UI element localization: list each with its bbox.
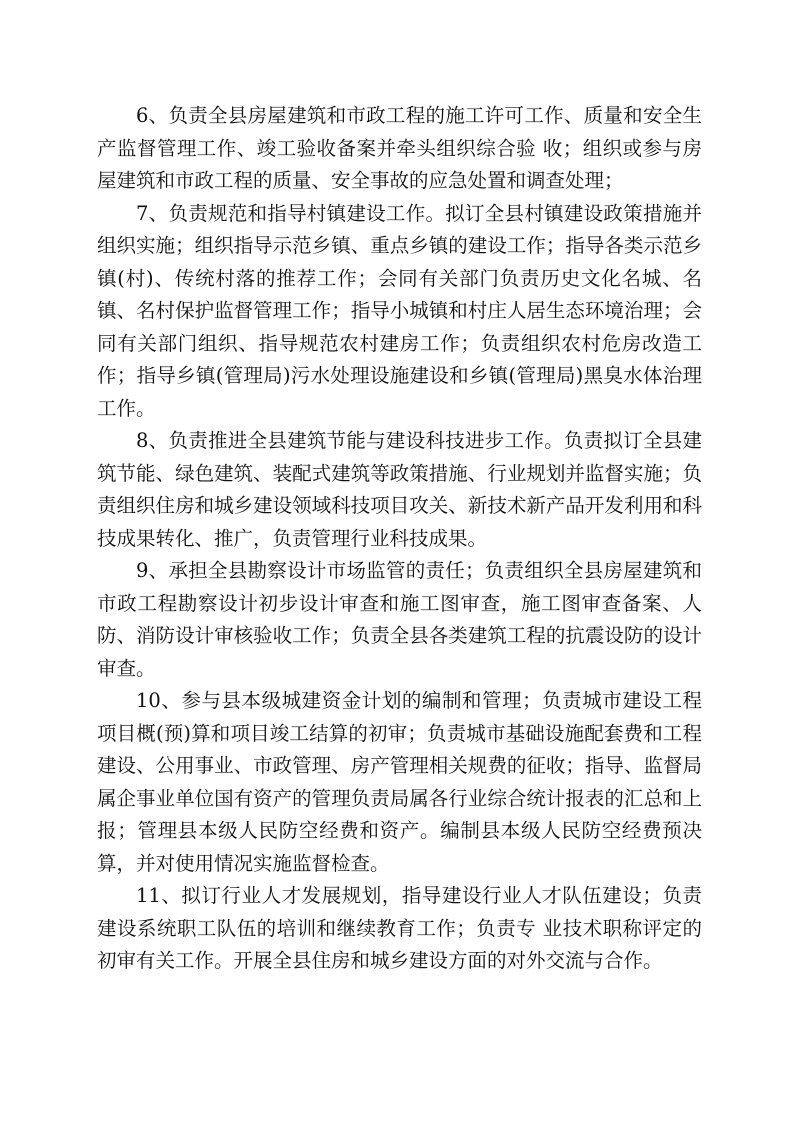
paragraph-item-8: 8、负责推进全县建筑节能与建设科技进步工作。负责拟订全县建筑节能、绿色建筑、装配式建筑等政策措施、行业规划并监督实施；负责组织住房和城乡建设领域科技项目攻关、新技术新产品开发利用和科技成果转化、推广，负责管理行业科技成果。 <box>97 429 702 550</box>
paragraph-item-6: 6、负责全县房屋建筑和市政工程的施工许可工作、质量和安全生产监督管理工作、竣工验收备案并牵头组织综合验 收；组织或参与房屋建筑和市政工程的质量、安全事故的应急处置和调查处理； <box>97 104 702 192</box>
document-body <box>97 100 702 978</box>
paragraph-item-9: 9、承担全县勘察设计市场监管的责任；负责组织全县房屋建筑和市政工程勘察设计初步设计审查和施工图审查，施工图审查备案、人防、消防设计审核验收工作；负责全县各类建筑工程的抗震设防的设计审查。 <box>97 559 702 680</box>
paragraph-item-10: 10、参与县本级城建资金计划的编制和管理；负责城市建设工程项目概(预)算和项目竣工结算的初审；负责城市基础设施配套费和工程建设、公用事业、市政管理、房产管理相关规费的征收；指导、监督局属企事业单位国有资产的管理负责局属各行业综合统计报表的汇总和上报；管理县本级人民防空经费和资产。编制县本级人民防空经费预决算，并对使用情况实施监督检查。 <box>97 689 702 875</box>
paragraph-item-11: 11、拟订行业人才发展规划，指导建设行业人才队伍建设；负责建设系统职工队伍的培训和继续教育工作；负责专 业技术职称评定的初审有关工作。开展全县住房和城乡建设方面的对外交流与合作。 <box>97 884 702 972</box>
paragraph-item-7: 7、负责规范和指导村镇建设工作。拟订全县村镇建设政策措施并组织实施；组织指导示范乡镇、重点乡镇的建设工作；指导各类示范乡镇(村)、传统村落的推荐工作；会同有关部门负责历史文化名城、名镇、名村保护监督管理工作；指导小城镇和村庄人居生态环境治理；会同有关部门组织、指导规范农村建房工作；负责组织农村危房改造工作；指导乡镇(管理局)污水处理设施建设和乡镇(管理局)黑臭水体治理工作。 <box>97 201 702 420</box>
